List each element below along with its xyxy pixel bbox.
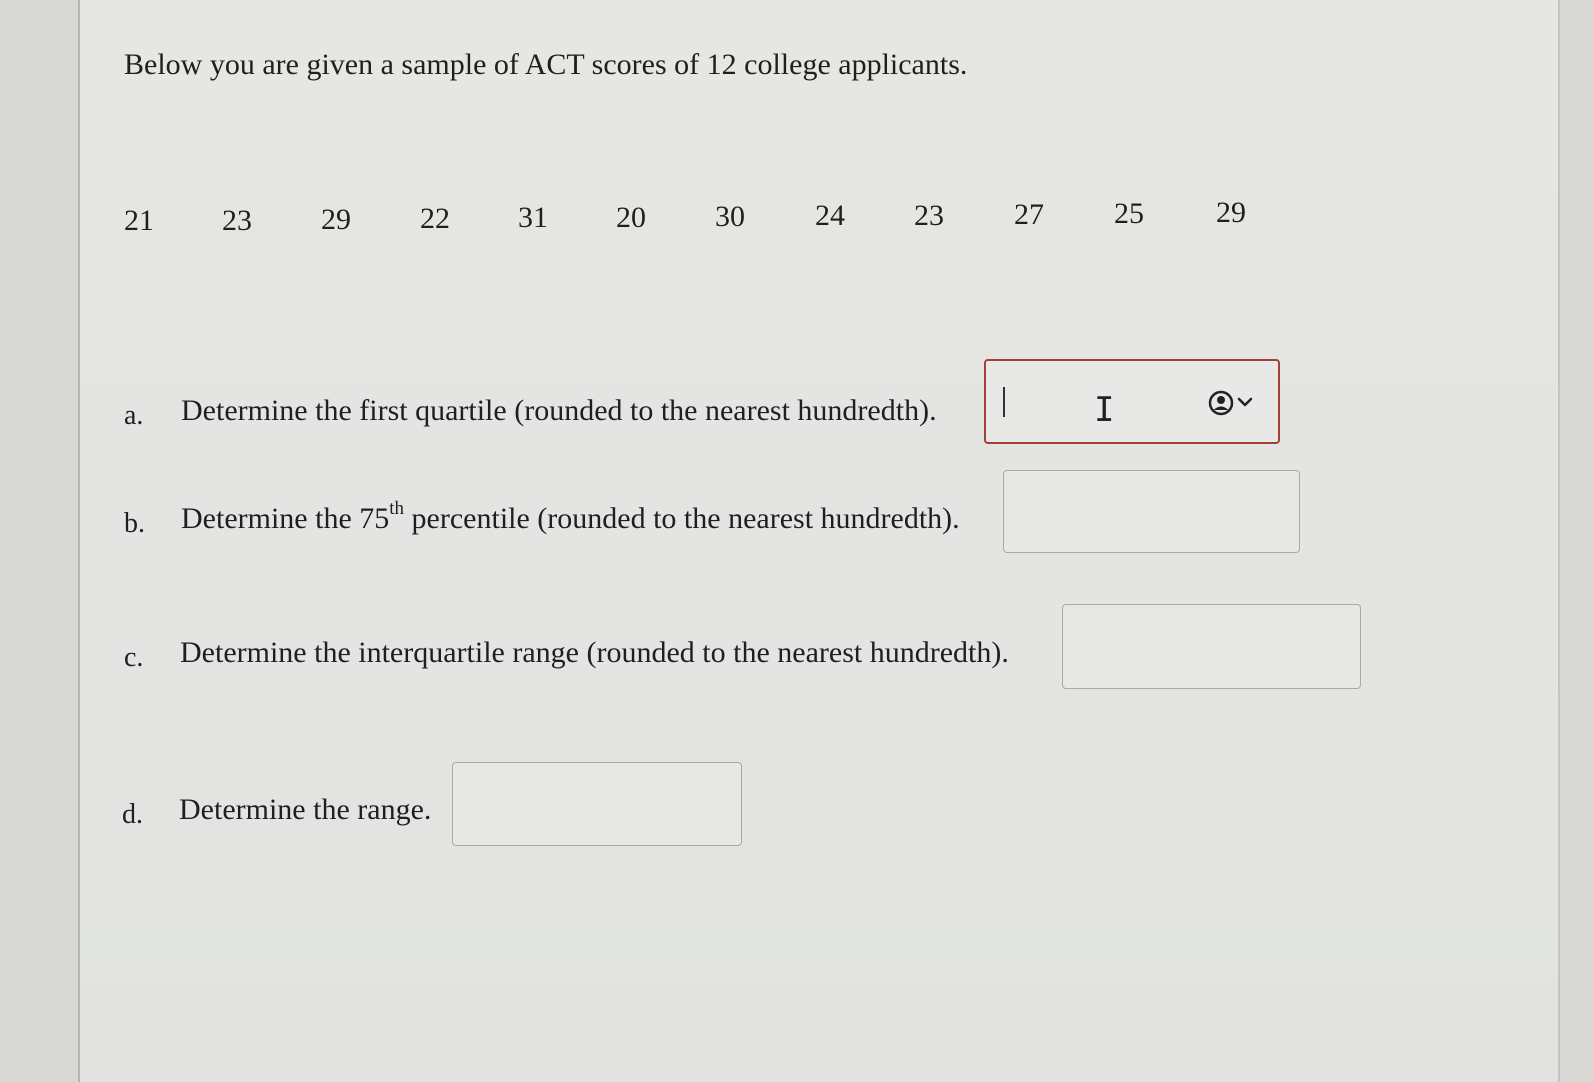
text-cursor-ibeam-icon: I xyxy=(1094,390,1115,430)
answer-b-input[interactable] xyxy=(1003,470,1300,553)
answer-c-input[interactable] xyxy=(1062,604,1361,689)
score-item: 21 xyxy=(124,204,154,237)
score-item: 24 xyxy=(815,199,845,232)
score-item: 25 xyxy=(1114,197,1144,230)
question-d-text: Determine the range. xyxy=(179,793,432,826)
score-item: 23 xyxy=(222,204,252,237)
question-b-letter: b. xyxy=(124,508,145,539)
score-item: 22 xyxy=(420,202,450,235)
score-item: 29 xyxy=(321,203,351,236)
question-b-text xyxy=(181,498,960,536)
question-b-superscript: th xyxy=(389,498,405,519)
score-item: 30 xyxy=(715,200,745,233)
score-item: 23 xyxy=(914,199,944,232)
scores-list xyxy=(124,196,1264,236)
answer-d-input[interactable] xyxy=(452,762,742,846)
question-b-text-end: percentile (rounded to the nearest hundredth). xyxy=(404,502,960,535)
text-caret xyxy=(1003,387,1005,417)
intro-text: Below you are given a sample of ACT scores of 12 college applicants. xyxy=(124,48,968,81)
grammar-extension-icon[interactable] xyxy=(1208,389,1260,417)
score-item: 27 xyxy=(1014,198,1044,231)
answer-a-input[interactable] xyxy=(984,359,1280,444)
question-c-letter: c. xyxy=(124,642,144,673)
question-b-text-start: Determine the 75 xyxy=(181,502,390,535)
worksheet-page xyxy=(78,0,1560,1082)
score-item: 20 xyxy=(616,201,646,234)
question-d-letter: d. xyxy=(122,799,143,830)
question-a-letter: a. xyxy=(124,400,144,431)
score-item: 31 xyxy=(518,201,548,234)
score-item: 29 xyxy=(1216,196,1246,229)
question-a-text: Determine the first quartile (rounded to the nearest hundredth). xyxy=(181,394,937,427)
question-c-text: Determine the interquartile range (rounded to the nearest hundredth). xyxy=(180,636,1009,669)
